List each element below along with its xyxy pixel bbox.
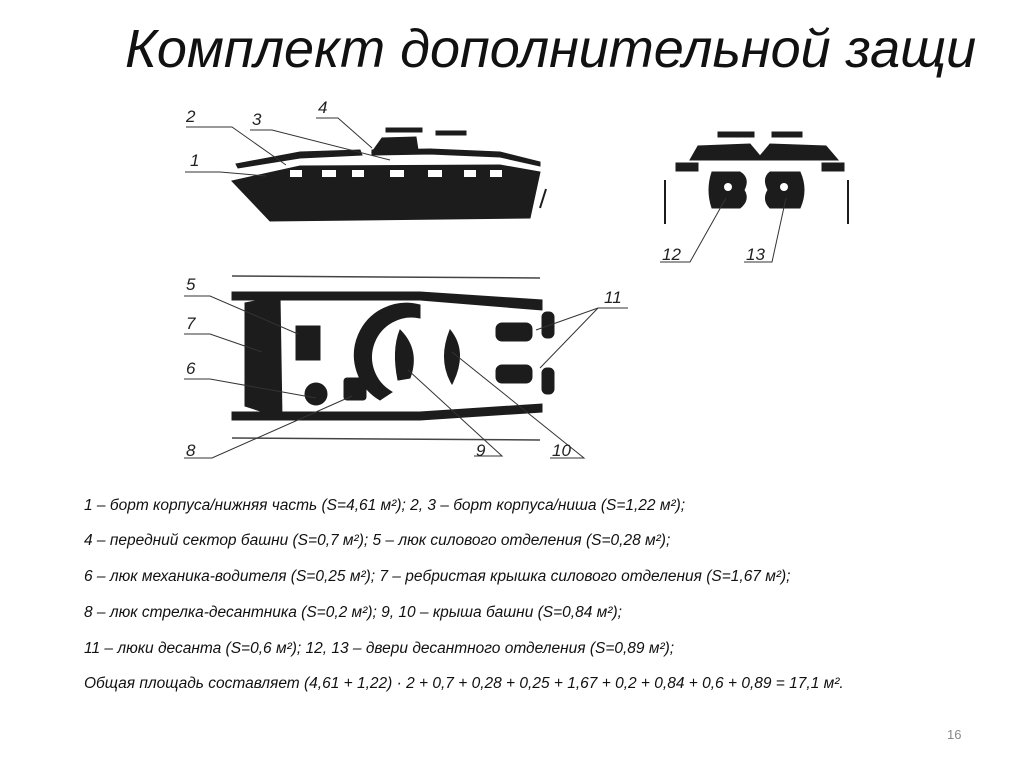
turret-roof-strip-2 [436,131,466,135]
callout-12: 12 [662,245,681,264]
rear-edge-line [540,189,546,208]
legend-line-5: 11 – люки десанта (S=0,6 м²); 12, 13 – двери десантного отделения (S=0,89 м²); [84,640,675,657]
callout-9: 9 [476,441,486,460]
slide-title: Комплект дополнительной защи [125,19,977,79]
hull-side-niche-right [372,149,540,166]
callout-5: 5 [186,275,196,294]
legend-line-4: 8 – люк стрелка-десантника (S=0,2 м²); 9, 10 – крыша башни (S=0,84 м²); [84,604,622,621]
callout-2: 2 [186,107,196,126]
legend-total-area: Общая площадь составляет (4,61 + 1,22) · 2 + 0,7 + 0,28 + 0,25 + 1,67 + 0,2 + 0,84 + 0,6 + 0,89 = 17,1 м². [84,675,844,692]
side-view [232,128,546,221]
page-number: 16 [947,727,962,742]
engine-hatch [296,326,320,360]
rear-view [665,132,848,224]
callout-4: 4 [318,98,328,117]
callout-11: 11 [604,288,622,307]
legend-line-2: 4 – передний сектор башни (S=0,7 м²); 5 – люк силового отделения (S=0,28 м²); [84,532,671,549]
legend-line-3: 6 – люк механика-водителя (S=0,25 м²); 7 – ребристая крышка силового отделения (S=1,67 м²); [84,568,791,585]
callout-1: 1 [190,151,200,170]
troop-hatch-3 [542,312,554,338]
ribbed-engine-cover [245,296,282,418]
troop-hatch-2 [496,365,532,383]
callout-10: 10 [552,441,571,460]
callout-8: 8 [186,441,196,460]
top-view [232,276,554,440]
legend-line-1: 1 – борт корпуса/нижняя часть (S=4,61 м²); 2, 3 – борт корпуса/ниша (S=1,22 м²); [84,497,686,514]
callout-7: 7 [186,314,196,333]
rear-roof-plates [690,144,838,160]
callout-3: 3 [252,110,262,129]
troop-hatch-4 [542,368,554,394]
callout-6: 6 [186,359,196,378]
turret-front-sector [372,137,418,152]
turret-roof-right [444,330,459,384]
callout-13: 13 [746,245,765,264]
troop-hatch-1 [496,323,532,341]
turret-roof-strip [386,128,422,132]
driver-hatch [305,383,327,405]
